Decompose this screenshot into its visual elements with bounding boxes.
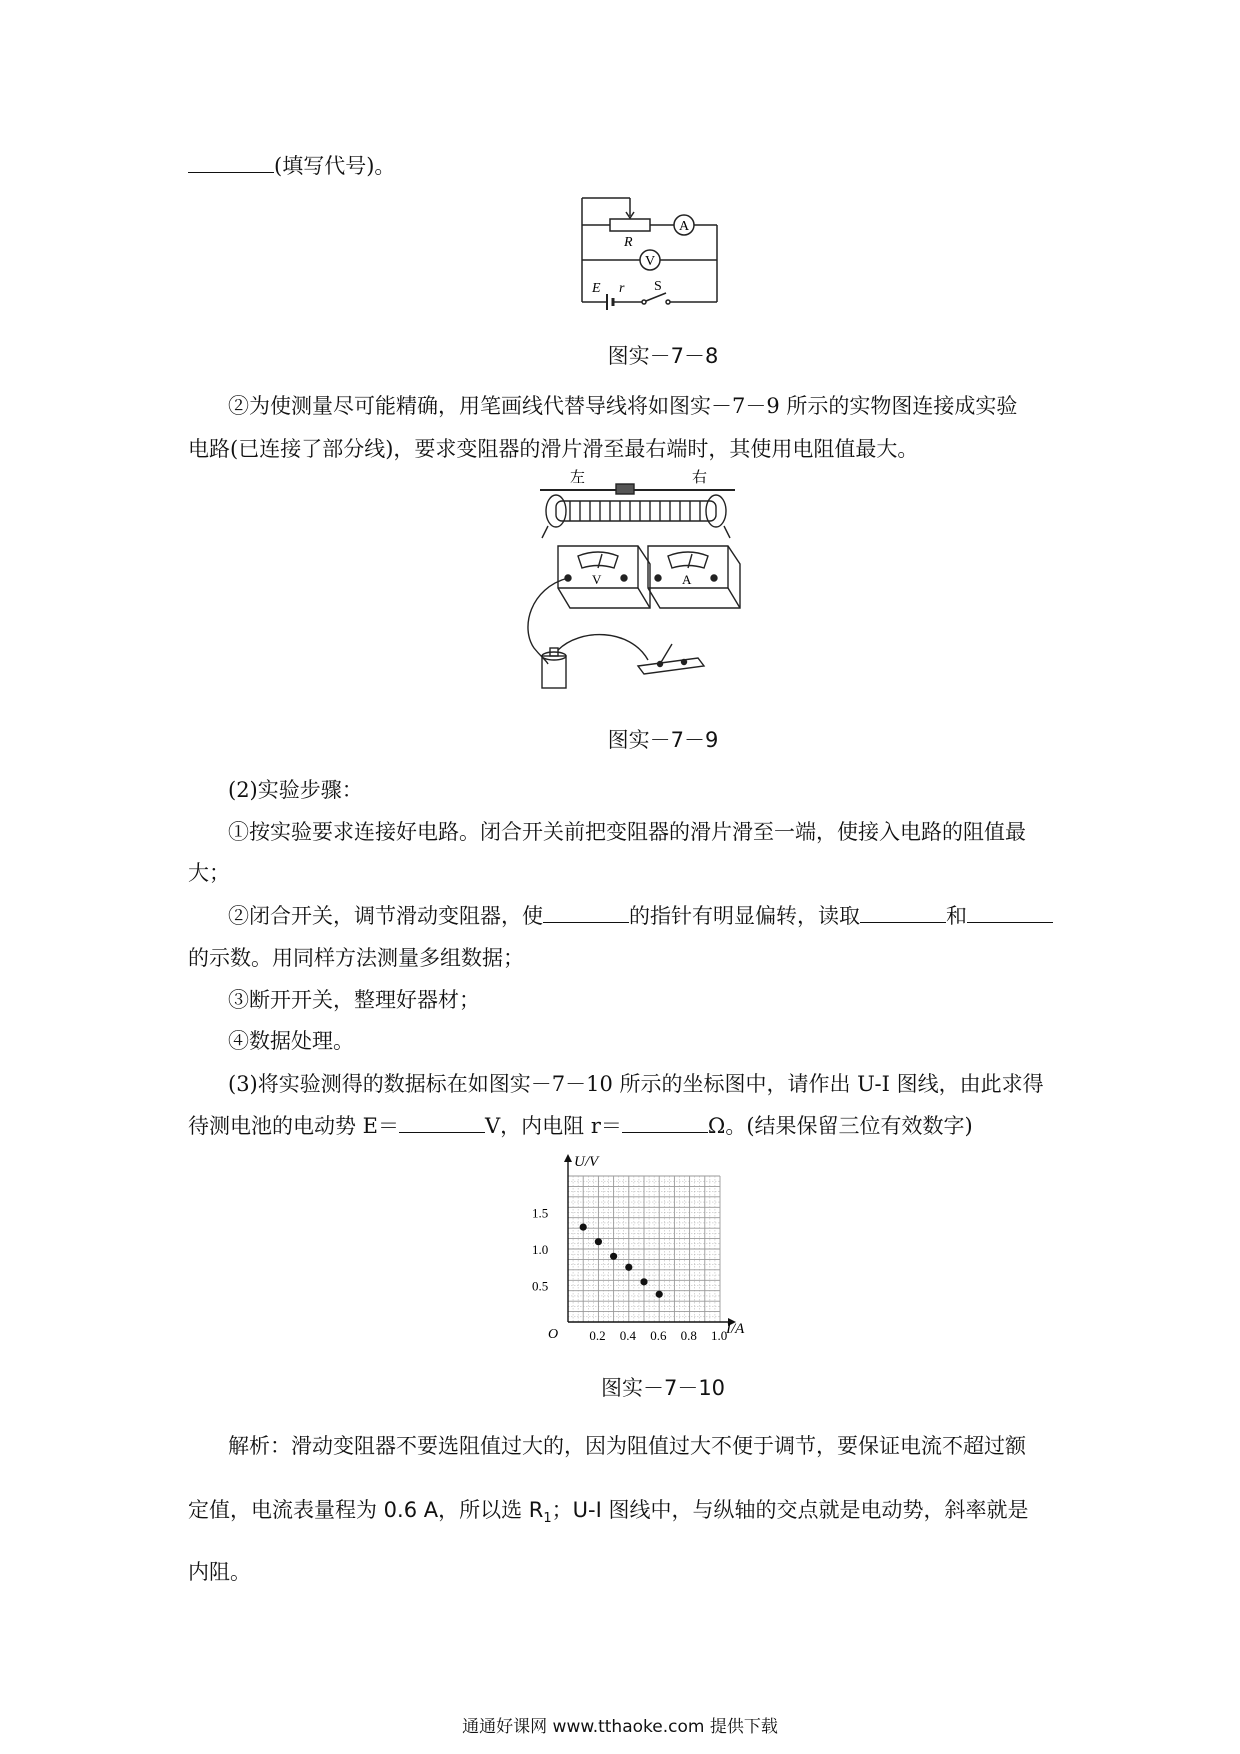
- analysis-subscript: 1: [543, 1511, 552, 1527]
- step1-line2: 大；: [188, 861, 230, 885]
- label-V: V: [645, 254, 656, 269]
- x-tick-label: 1.0: [711, 1328, 728, 1343]
- apparatus-diagram-fig9: [520, 468, 760, 700]
- ui-chart-fig10: [530, 1150, 750, 1350]
- label-r: r: [619, 281, 625, 296]
- part3-line2: [188, 1110, 973, 1142]
- step2-blank3: [967, 900, 1053, 923]
- part3-text-a: 待测电池的电动势 E＝: [188, 1114, 400, 1138]
- part3-line1: (3)将实验测得的数据标在如图实－7－10 所示的坐标图中，请作出 U-I 图线，由此求得: [228, 1072, 1044, 1096]
- data-point: [625, 1264, 632, 1271]
- fig10-caption: 图实－7－10: [600, 1376, 726, 1400]
- x-tick-label: 0.8: [680, 1328, 697, 1343]
- label-right: 右: [692, 470, 708, 486]
- resistance-blank: [622, 1110, 708, 1133]
- step2-blank1: [543, 900, 629, 923]
- part3-text-b: V，内电阻 r＝: [485, 1114, 622, 1138]
- data-point: [580, 1224, 587, 1231]
- step2-text-a: ②闭合开关，调节滑动变阻器，使: [228, 904, 543, 928]
- step2-text-b: 的指针有明显偏转，读取: [629, 904, 860, 928]
- label-left: 左: [570, 470, 586, 486]
- chart-grid: [568, 1176, 720, 1322]
- data-point: [640, 1278, 647, 1285]
- y-axis-label: U/V: [574, 1154, 599, 1170]
- para-wire-line2: 电路(已连接了部分线)，要求变阻器的滑片滑至最右端时，其使用电阻值最大。: [188, 437, 919, 461]
- top-answer-line: [188, 150, 395, 182]
- top-line-text: (填写代号)。: [274, 154, 396, 178]
- analysis-text-b: ；U-I 图线中，与纵轴的交点就是电动势，斜率就是: [551, 1498, 1029, 1522]
- chart-points: [580, 1224, 663, 1298]
- data-point: [656, 1291, 663, 1298]
- x-axis-label: I/A: [726, 1321, 745, 1337]
- footer-credit: 通通好课网 www.tthaoke.com 提供下载: [462, 1717, 778, 1737]
- step2-line1: [228, 900, 1053, 932]
- x-tick-label: 0.2: [589, 1328, 606, 1343]
- circuit-diagram-fig8: [562, 190, 732, 314]
- fig9-caption: 图实－7－9: [607, 728, 719, 752]
- chart-axes: [564, 1154, 736, 1326]
- analysis-line3: 内阻。: [188, 1560, 251, 1584]
- analysis-text-a: 定值，电流表量程为 0.6 A，所以选 R: [188, 1498, 544, 1522]
- label-voltmeter: V: [592, 572, 602, 587]
- analysis-line1: 解析：滑动变阻器不要选阻值过大的，因为阻值过大不便于调节，要保证电流不超过额: [228, 1434, 1026, 1458]
- label-A: A: [679, 219, 690, 234]
- analysis-line2: [188, 1494, 1029, 1535]
- y-tick-label: 1.5: [532, 1205, 549, 1221]
- y-tick-label: 0.5: [532, 1278, 549, 1294]
- x-tick-label: 0.6: [650, 1328, 667, 1343]
- steps-heading: (2)实验步骤：: [228, 778, 363, 802]
- y-tick-label: 1.0: [532, 1242, 549, 1257]
- answer-blank: [188, 150, 274, 173]
- step3: ③断开开关，整理好器材；: [228, 988, 480, 1012]
- step2-text-c: 和: [946, 904, 967, 928]
- data-point: [595, 1238, 602, 1245]
- step2-blank2: [860, 900, 946, 923]
- x-tick-label: 0.4: [619, 1328, 637, 1343]
- label-S: S: [654, 279, 662, 294]
- data-point: [610, 1253, 617, 1260]
- label-ammeter: A: [682, 572, 692, 587]
- part3-text-c: Ω。(结果保留三位有效数字): [707, 1114, 973, 1138]
- y-axis-arrow: [564, 1154, 572, 1162]
- step4: ④数据处理。: [228, 1029, 354, 1053]
- label-R: R: [624, 235, 633, 250]
- step1-line1: ①按实验要求连接好电路。闭合开关前把变阻器的滑片滑至一端，使接入电路的阻值最: [228, 820, 1026, 844]
- emf-blank: [399, 1110, 485, 1133]
- step2-line2: 的示数。用同样方法测量多组数据；: [188, 946, 524, 970]
- fig8-caption: 图实－7－8: [607, 344, 719, 368]
- label-E: E: [592, 281, 601, 296]
- para-wire-line1: ②为使测量尽可能精确，用笔画线代替导线将如图实－7－9 所示的实物图连接成实验: [228, 394, 1018, 418]
- origin-label: O: [548, 1327, 559, 1342]
